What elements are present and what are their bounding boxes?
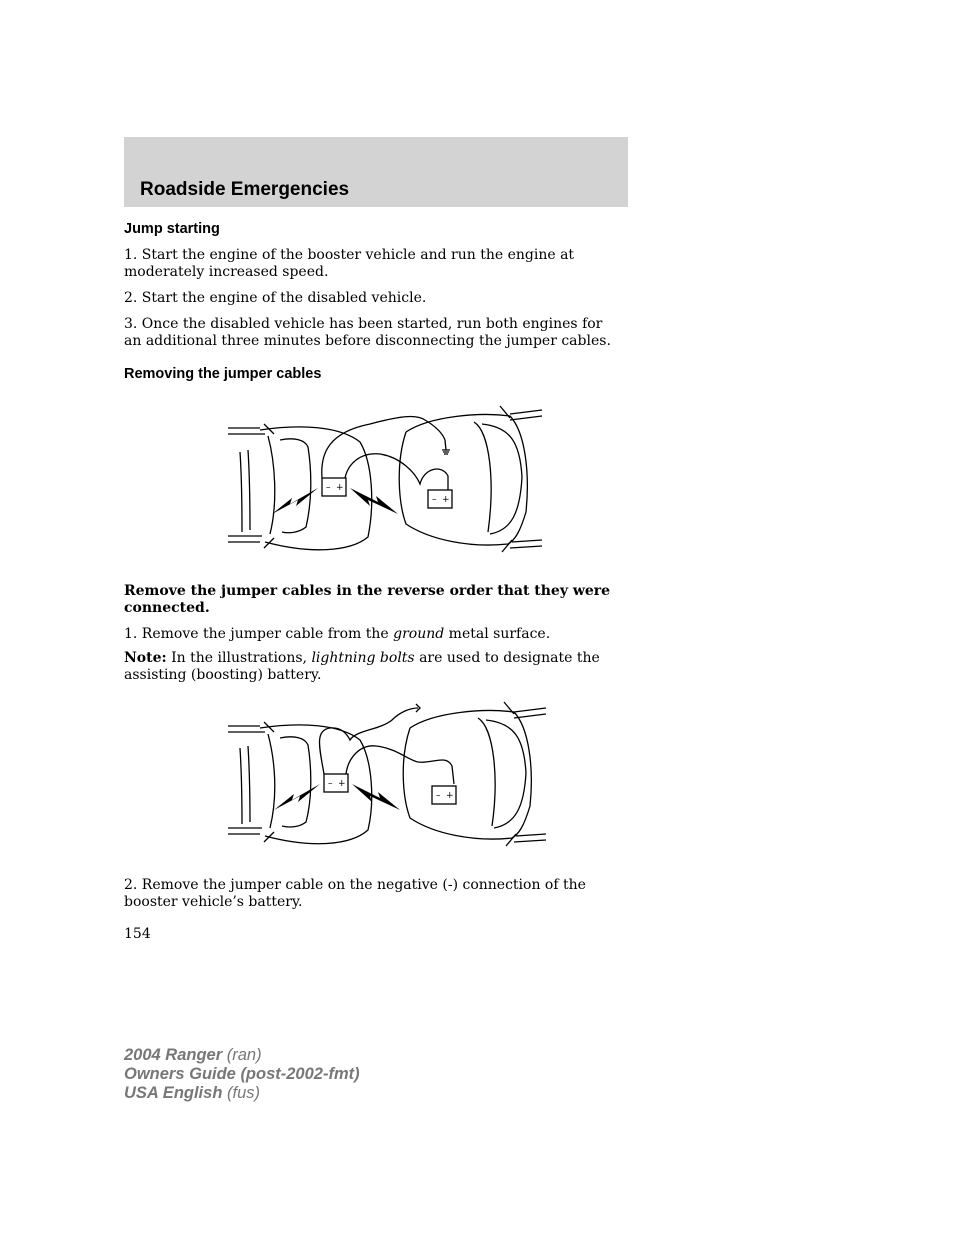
jump-step-1: 1. Start the engine of the booster vehicle and run the engine at moderately increased speed. [124, 247, 575, 280]
section-header-band [124, 137, 628, 207]
reverse-order-warning: Remove the jumper cables in the reverse order that they were connected. [124, 583, 611, 616]
jump-step-3: 3. Once the disabled vehicle has been started, run both engines for an additional three minutes before disconnecting the jumper cables. [124, 316, 611, 349]
jump-starting-heading: Jump starting [124, 221, 220, 237]
booster-vehicle [403, 702, 546, 846]
document-footer [124, 1046, 360, 1103]
booster-vehicle [399, 406, 542, 552]
battery-2-minus-label: – [432, 495, 437, 505]
note-prefix: In the illustrations, [166, 650, 312, 666]
footer-line-1 [124, 1046, 360, 1065]
cables [320, 704, 455, 784]
ground-clamp [442, 440, 450, 454]
jumper-cables-illustration-2 [220, 700, 550, 865]
illustration-note [124, 650, 624, 684]
jumper-cables-illustration-1 [220, 402, 550, 567]
lightning-bolts-emphasis: lightning bolts [311, 650, 415, 666]
footer-line-3 [124, 1084, 360, 1103]
footer-language: USA English [124, 1084, 223, 1102]
battery-2-plus-label: + [446, 791, 454, 801]
note-suffix: are used to designate the assisting (boosting) battery. [124, 650, 600, 683]
battery-1-plus-label: + [336, 483, 344, 493]
lightning-bolt-icon [352, 784, 400, 810]
footer-language-code: (fus) [222, 1084, 260, 1102]
remove-step-1-suffix: metal surface. [444, 626, 551, 642]
battery-2-minus-label: – [436, 791, 441, 801]
battery-1-minus-label: – [326, 483, 331, 493]
page-number: 154 [124, 926, 151, 942]
battery-1-minus-label: – [328, 779, 333, 789]
lightning-bolt-icon [350, 488, 398, 514]
note-label: Note: [124, 650, 167, 666]
footer-line-2 [124, 1065, 360, 1084]
removing-cables-heading: Removing the jumper cables [124, 366, 322, 382]
section-title: Roadside Emergencies [140, 179, 350, 200]
remove-step-2: 2. Remove the jumper cable on the negative (-) connection of the booster vehicle’s battery. [124, 877, 586, 910]
battery-1-plus-label: + [338, 779, 346, 789]
footer-model-code: (ran) [222, 1046, 262, 1064]
lightning-bolt-icon [274, 784, 320, 810]
footer-guide: Owners Guide (post-2002-fmt) [124, 1065, 360, 1083]
disabled-vehicle [228, 424, 372, 550]
footer-model: 2004 Ranger [124, 1046, 223, 1064]
ground-emphasis: ground [393, 626, 445, 642]
remove-step-1-prefix: 1. Remove the jumper cable from the [124, 626, 394, 642]
battery-2-plus-label: + [442, 495, 450, 505]
jump-step-2: 2. Start the engine of the disabled vehicle. [124, 290, 427, 306]
remove-step-1 [124, 626, 624, 643]
